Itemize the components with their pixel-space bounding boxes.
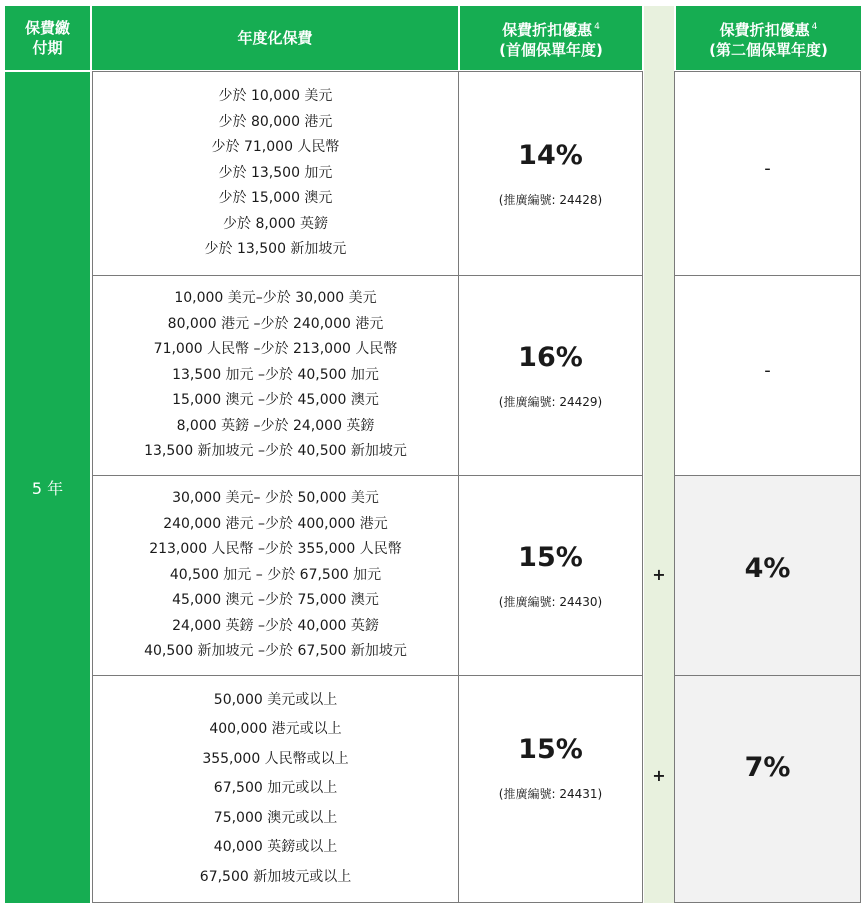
table-row — [92, 71, 861, 276]
premium-line: 400,000 港元或以上 — [209, 721, 342, 738]
premium-line: 40,000 英鎊或以上 — [213, 839, 338, 856]
header-discount-first-year — [460, 6, 642, 70]
premium-line: 67,500 新加坡元或以上 — [199, 868, 352, 885]
premium-line: 40,500 新加坡元 –少於 67,500 新加坡元 — [144, 643, 407, 660]
header-payment-term — [5, 6, 90, 70]
header-discount-second-year-title: 保費折扣優惠 $^4$ — [719, 20, 818, 39]
premium-line: 67,500 加元或以上 — [213, 780, 338, 797]
discount2-cell — [674, 675, 861, 903]
header-annualized-premium — [92, 6, 458, 70]
discount2-cell — [674, 475, 861, 676]
discount1-cell — [458, 675, 643, 903]
header-payment-term-line2: 付期 — [32, 39, 63, 57]
premium-line: 71,000 人民幣 –少於 213,000 人民幣 — [153, 341, 398, 358]
discount2-cell — [674, 71, 861, 276]
premium-line: 213,000 人民幣 –少於 355,000 人民幣 — [149, 541, 402, 558]
promo-code: (推廣編號: 24429) — [498, 394, 603, 409]
premium-line: 30,000 美元– 少於 50,000 美元 — [172, 490, 379, 507]
payment-term-cell — [5, 72, 90, 903]
discount2-value: 7% — [744, 752, 791, 783]
premium-line: 13,500 新加坡元 –少於 40,500 新加坡元 — [144, 443, 407, 460]
premium-line: 75,000 澳元或以上 — [213, 809, 338, 826]
promo-code: (推廣編號: 24431) — [498, 787, 603, 801]
plus-sign: + — [652, 766, 666, 785]
header-discount-second-year-sub: (第二個保單年度) — [709, 40, 828, 59]
premium-line: 10,000 美元–少於 30,000 美元 — [174, 290, 377, 307]
discount2-value: 4% — [744, 553, 791, 584]
promo-code: (推廣編號: 24428) — [498, 192, 603, 207]
premium-line: 80,000 港元 –少於 240,000 港元 — [167, 315, 384, 332]
premium-cell — [92, 275, 459, 476]
payment-term-value: 5 年 — [31, 479, 64, 498]
premium-line: 45,000 澳元 –少於 75,000 澳元 — [172, 592, 379, 609]
plus-sign: + — [652, 565, 666, 584]
promo-code: (推廣編號: 24430) — [498, 594, 603, 609]
discount2-value: - — [764, 360, 771, 381]
premium-line: 50,000 美元或以上 — [213, 691, 338, 708]
premium-line: 少於 80,000 港元 — [218, 113, 333, 130]
premium-line: 240,000 港元 –少於 400,000 港元 — [163, 515, 388, 532]
footnote-ref: 4 — [811, 21, 818, 32]
table-row — [92, 675, 861, 903]
premium-line: 少於 13,500 加元 — [218, 164, 333, 181]
table-row — [92, 475, 861, 676]
header-discount-first-year-sub: (首個保單年度) — [499, 40, 603, 59]
header-discount-first-year-title: 保費折扣優惠 $^4$ — [502, 20, 600, 39]
premium-line: 少於 71,000 人民幣 — [211, 139, 340, 156]
discount1-cell — [458, 475, 643, 676]
premium-line: 少於 10,000 美元 — [218, 88, 333, 105]
premium-line: 355,000 人民幣或以上 — [202, 750, 349, 767]
footnote-ref: 4 — [594, 21, 600, 32]
premium-line: 8,000 英鎊 –少於 24,000 英鎊 — [176, 417, 375, 434]
discount1-value: 16% — [518, 341, 583, 373]
premium-cell — [92, 675, 459, 903]
discount1-cell — [458, 275, 643, 476]
header-discount-second-year — [676, 6, 861, 70]
premium-line: 40,500 加元 – 少於 67,500 加元 — [169, 566, 382, 583]
premium-line: 13,500 加元 –少於 40,500 加元 — [172, 366, 379, 383]
premium-line: 少於 13,500 新加坡元 — [204, 241, 347, 258]
table-row — [92, 275, 861, 476]
premium-line: 少於 15,000 澳元 — [218, 190, 333, 207]
header-annualized-premium-label: 年度化保費 — [237, 29, 313, 47]
premium-line: 24,000 英鎊 –少於 40,000 英鎊 — [172, 617, 379, 634]
premium-cell — [92, 475, 459, 676]
premium-line: 15,000 澳元 –少於 45,000 澳元 — [172, 392, 379, 409]
discount1-value: 15% — [518, 541, 583, 573]
premium-cell — [92, 71, 459, 276]
header-payment-term-line1: 保費繳 — [24, 19, 70, 37]
discount1-value: 15% — [518, 734, 583, 765]
discount2-cell — [674, 275, 861, 476]
discount1-value: 14% — [518, 139, 583, 171]
discount2-value: - — [764, 158, 771, 179]
premium-line: 少於 8,000 英鎊 — [223, 215, 328, 232]
discount1-cell — [458, 71, 643, 276]
